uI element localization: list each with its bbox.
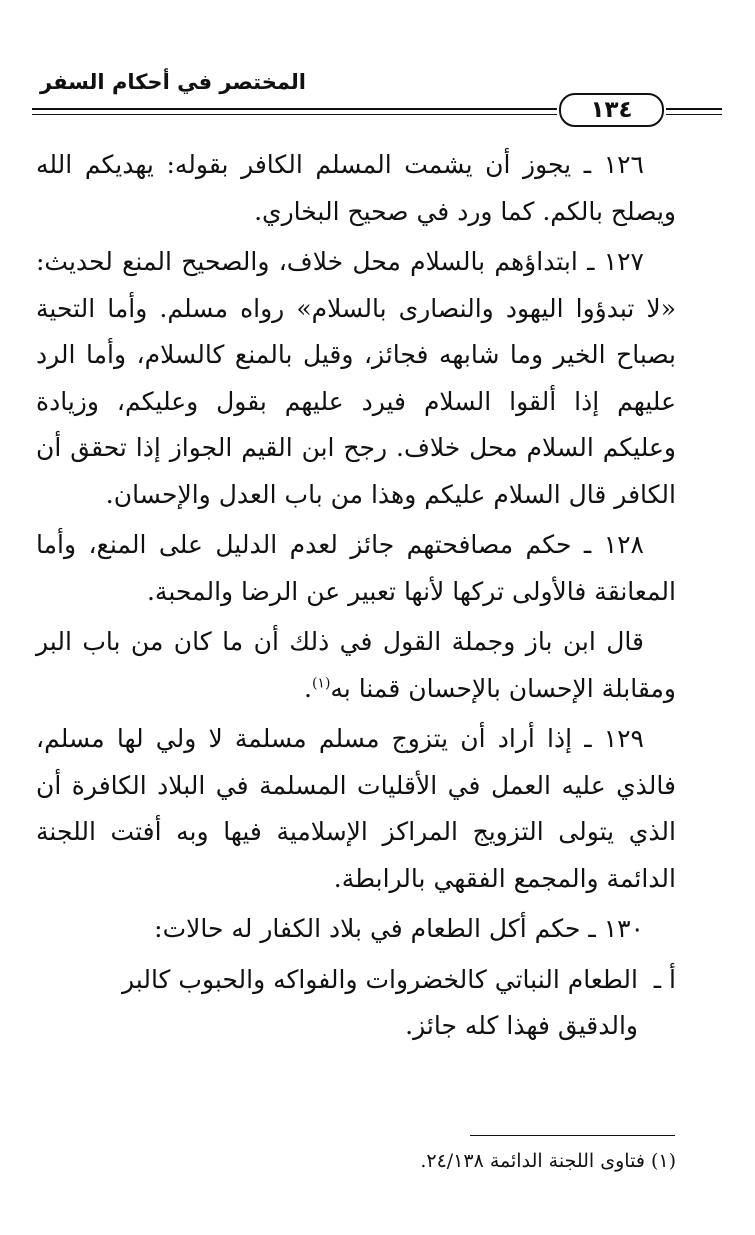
header-rule-thin	[32, 114, 557, 115]
ibn-baz-end: .	[303, 673, 312, 703]
paragraph-ibn-baz	[36, 619, 676, 712]
paragraph-127: ١٢٧ ـ ابتداؤهم بالسلام محل خلاف، والصحيح المنع لحديث: «لا تبدؤوا اليهود والنصارى بالسلام» رواه مسلم. وأما التحية بصباح الخير وما شابهه فجائز، وقيل بالمنع كالسلام، وأما الرد عليهم إذا ألقوا السلام فيرد عليهم بقول وعليكم، وزيادة وعليكم السلام محل خلاف. رجح ابن القيم الجواز إذا تحقق أن الكافر قال السلام عليكم وهذا من باب العدل والإحسان.	[36, 247, 676, 509]
running-title: المختصر في أحكام السفر	[40, 70, 307, 94]
page-header	[32, 70, 722, 130]
page-body	[36, 142, 676, 1050]
item-a	[36, 957, 676, 1004]
paragraph-126: ١٢٦ ـ يجوز أن يشمت المسلم الكافر بقوله: يهديكم الله ويصلح بالكم. كما ورد في صحيح البخاري.	[36, 150, 676, 226]
ibn-baz-text: قال ابن باز وجملة القول في ذلك أن ما كان من باب البر ومقابلة الإحسان بالإحسان قمنا به	[36, 627, 676, 703]
header-rule-right-thin	[666, 114, 722, 115]
paragraph-128: ١٢٨ ـ حكم مصافحتهم جائز لعدم الدليل على المنع، وأما المعانقة فالأولى تركها لأنها تعبير عن الرضا والمحبة.	[36, 530, 676, 606]
item-a-line1: الطعام النباتي كالخضروات والفواكه والحبوب كالبر	[121, 964, 638, 994]
paragraph-129: ١٢٩ ـ إذا أراد أن يتزوج مسلم مسلمة لا ولي لها مسلم، فالذي عليه العمل في الأقليات المسلمة في البلاد الكافرة أن الذي يتولى التزويج المراكز الإسلامية فيها وبه أفتت اللجنة الدائمة والمجمع الفقهي بالرابطة.	[36, 724, 676, 893]
header-rule-right	[666, 108, 722, 110]
footnote-rule	[470, 1135, 675, 1136]
footnote: (١) فتاوى اللجنة الدائمة ٢٤/١٣٨.	[420, 1150, 676, 1172]
paragraph-130: ١٣٠ ـ حكم أكل الطعام في بلاد الكفار له حالات:	[154, 914, 644, 943]
footnote-ref: (١)	[311, 675, 331, 692]
item-a-line2: والدقيق فهذا كله جائز.	[405, 1011, 638, 1040]
header-rule	[32, 108, 557, 110]
item-a-marker: أ ـ	[653, 964, 676, 994]
page-number: ١٣٤	[559, 93, 664, 127]
